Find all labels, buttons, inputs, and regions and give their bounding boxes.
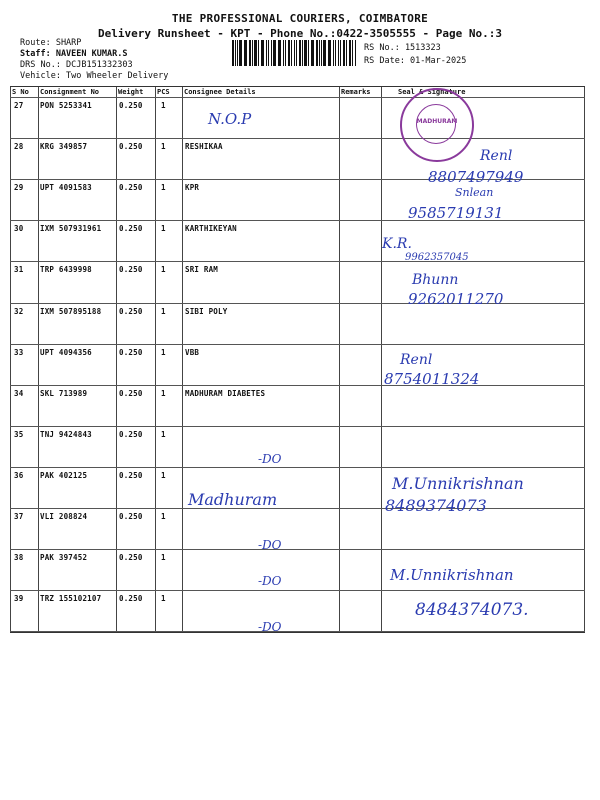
- handwritten-madhuram: Madhuram: [188, 490, 278, 509]
- row-consignee-cell: KPR: [185, 183, 200, 193]
- row-consignment-cell: IXM 507895188: [40, 306, 102, 316]
- signature-33: Renl: [400, 352, 433, 368]
- row-divider: [10, 261, 585, 262]
- row-consignment-cell: PON 5253341: [40, 101, 92, 110]
- runsheet-subtitle: Delivery Runsheet - KPT - Phone No.:0422-3505555 - Page No.:3: [98, 27, 502, 40]
- row-divider: [10, 631, 585, 632]
- row-pcs-cell: 1: [161, 306, 166, 316]
- row-sno-cell: 29: [14, 183, 24, 193]
- row-sno-cell: 35: [14, 429, 24, 439]
- row-pcs-cell: 1: [161, 347, 166, 357]
- row-sno-cell: 27: [14, 101, 24, 110]
- row-consignment-cell: TNJ 9424843: [40, 429, 92, 439]
- row-pcs-cell: 1: [161, 594, 166, 604]
- vehicle-label: Vehicle: Two Wheeler Delivery: [20, 71, 169, 81]
- row-weight-cell: 0.250: [119, 306, 143, 316]
- signature-31: Bhunn: [412, 272, 459, 288]
- row-weight-cell: 0.250: [119, 347, 143, 357]
- do-mark-39: -DO: [258, 620, 282, 634]
- row-consignment-cell: UPT 4094356: [40, 347, 92, 357]
- row-divider: [10, 508, 585, 509]
- row-divider: [10, 344, 585, 345]
- signature-38: M.Unnikrishnan: [390, 566, 514, 584]
- row-pcs-cell: 1: [161, 101, 166, 110]
- phone-36: 8489374073: [385, 496, 487, 515]
- phone-29: 9585719131: [408, 204, 504, 222]
- barcode: [232, 40, 357, 66]
- row-consignee-cell: SIBI POLY: [185, 306, 228, 316]
- row-sno-cell: 34: [14, 388, 24, 398]
- row-consignment-cell: UPT 4091583: [40, 183, 92, 193]
- staff-label: Staff: NAVEEN KUMAR.S: [20, 49, 128, 59]
- col-consignment-header: Consignment No: [40, 88, 100, 96]
- row-pcs-cell: 1: [161, 512, 166, 521]
- row-divider: [10, 590, 585, 591]
- row-consignment-cell: VLI 208824: [40, 512, 88, 521]
- row-consignee-cell: VBB: [185, 347, 200, 357]
- do-mark-37: -DO: [258, 538, 282, 552]
- do-mark-35: -DO: [258, 452, 282, 466]
- row-consignee-cell: SRI RAM: [185, 265, 219, 275]
- signature-28: Renl: [480, 148, 513, 164]
- row-weight-cell: 0.250: [119, 142, 143, 152]
- row-sno-cell: 32: [14, 306, 24, 316]
- row-weight-cell: 0.250: [119, 470, 143, 480]
- row-divider: [10, 138, 585, 139]
- row-weight-cell: 0.250: [119, 388, 143, 398]
- row-divider: [10, 467, 585, 468]
- row-sno-cell: 30: [14, 224, 24, 234]
- row-pcs-cell: 1: [161, 224, 166, 234]
- row-sno-cell: 28: [14, 142, 24, 152]
- row-weight-cell: 0.250: [119, 512, 143, 521]
- row-weight-cell: 0.250: [119, 183, 143, 193]
- signature-29: Snlean: [455, 186, 494, 199]
- signature-30: K.R.: [382, 236, 412, 252]
- col-weight-header: Weight: [118, 88, 144, 96]
- row-consignment-cell: PAK 402125: [40, 470, 88, 480]
- row-sno-cell: 36: [14, 470, 24, 480]
- row-consignment-cell: KRG 349857: [40, 142, 88, 152]
- col-signature-header: Seal & Signature: [398, 88, 466, 96]
- row-weight-cell: 0.250: [119, 429, 143, 439]
- row-sno-cell: 39: [14, 594, 24, 604]
- row-divider: [10, 549, 585, 550]
- row-weight-cell: 0.250: [119, 594, 143, 604]
- row-consignee-cell: KARTHIKEYAN: [185, 224, 237, 234]
- rs-date: RS Date: 01-Mar-2025: [364, 56, 467, 66]
- col-remarks-header: Remarks: [341, 88, 371, 96]
- row-sno-cell: 33: [14, 347, 24, 357]
- handwritten-consignee-27: N.O.P: [208, 110, 252, 128]
- row-consignee-cell: MADHURAM DIABETES: [185, 388, 266, 398]
- drs-label: DRS No.: DCJB151332303: [20, 60, 133, 70]
- row-sno-cell: 31: [14, 265, 24, 275]
- row-consignment-cell: IXM 507931961: [40, 224, 102, 234]
- row-sno-cell: 38: [14, 553, 24, 563]
- rs-number: RS No.: 1513323: [364, 43, 441, 53]
- row-consignment-cell: TRZ 155102107: [40, 594, 102, 604]
- seal-stamp: [400, 88, 474, 162]
- stamp-text: MADHURAM: [416, 118, 458, 125]
- row-weight-cell: 0.250: [119, 265, 143, 275]
- signature-36: M.Unnikrishnan: [392, 474, 524, 493]
- row-weight-cell: 0.250: [119, 224, 143, 234]
- row-consignment-cell: TRP 6439998: [40, 265, 92, 275]
- row-weight-cell: 0.250: [119, 101, 143, 110]
- row-pcs-cell: 1: [161, 142, 166, 152]
- phone-31: 9262011270: [408, 290, 504, 308]
- phone-38: 8484374073.: [415, 600, 529, 620]
- phone-33: 8754011324: [384, 370, 480, 388]
- row-divider: [10, 385, 585, 386]
- row-sno-cell: 37: [14, 512, 24, 521]
- row-pcs-cell: 1: [161, 553, 166, 563]
- row-consignment-cell: PAK 397452: [40, 553, 88, 563]
- company-title: THE PROFESSIONAL COURIERS, COIMBATORE: [171, 12, 429, 25]
- row-divider: [10, 426, 585, 427]
- row-pcs-cell: 1: [161, 183, 166, 193]
- row-consignee-cell: RESHIKAA: [185, 142, 223, 152]
- row-pcs-cell: 1: [161, 429, 166, 439]
- do-mark-38: -DO: [258, 574, 282, 588]
- row-pcs-cell: 1: [161, 470, 166, 480]
- col-pcs-header: PCS: [157, 88, 170, 96]
- col-sno-header: S No: [12, 88, 29, 96]
- row-weight-cell: 0.250: [119, 553, 143, 563]
- row-consignment-cell: SKL 713989: [40, 388, 88, 398]
- phone-28: 8807497949: [428, 168, 524, 186]
- phone-30: 9962357045: [405, 252, 469, 263]
- row-pcs-cell: 1: [161, 265, 166, 275]
- col-consignee-header: Consignee Details: [184, 88, 256, 96]
- route-label: Route: SHARP: [20, 38, 82, 48]
- row-pcs-cell: 1: [161, 388, 166, 398]
